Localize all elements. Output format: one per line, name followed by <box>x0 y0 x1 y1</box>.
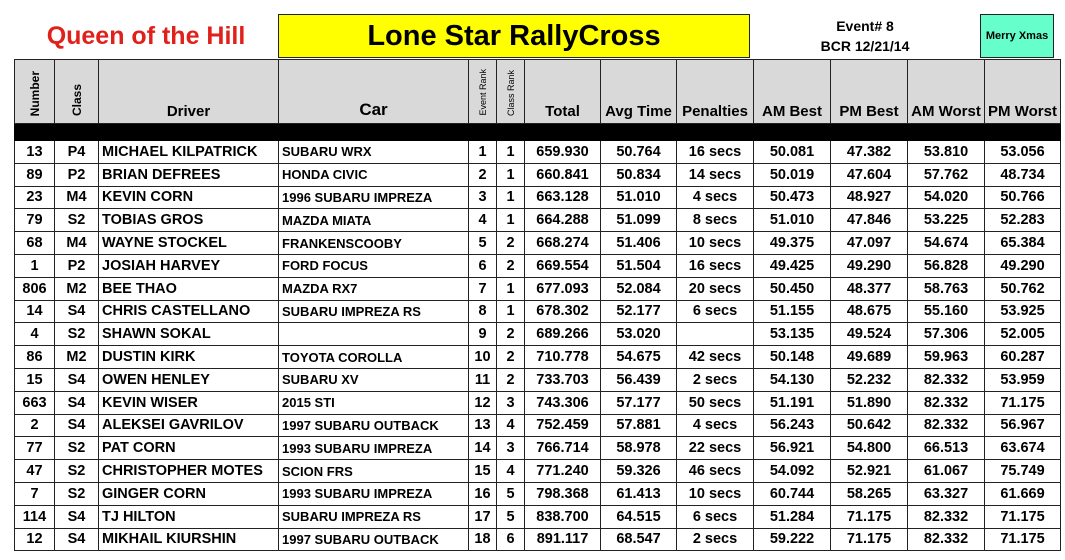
cell-pm-worst: 63.674 <box>985 437 1061 460</box>
cell-am-best: 50.019 <box>754 163 831 186</box>
table-row <box>15 391 1061 414</box>
cell-penalties: 22 secs <box>677 437 754 460</box>
cell-am-best: 54.130 <box>754 368 831 391</box>
cell-pm-best: 71.175 <box>831 528 908 551</box>
cell-event-rank: 2 <box>469 163 497 186</box>
col-event-rank: Event Rank <box>469 60 497 124</box>
cell-driver: TJ HILTON <box>99 505 279 528</box>
cell-penalties: 20 secs <box>677 277 754 300</box>
cell-event-rank: 13 <box>469 414 497 437</box>
cell-number: 47 <box>15 460 55 483</box>
header-row <box>15 60 1061 124</box>
cell-number: 806 <box>15 277 55 300</box>
cell-driver: ALEKSEI GAVRILOV <box>99 414 279 437</box>
cell-avg-time: 57.881 <box>601 414 677 437</box>
table-row <box>15 414 1061 437</box>
cell-am-worst: 58.763 <box>908 277 985 300</box>
cell-class-rank: 4 <box>497 460 525 483</box>
cell-pm-best: 52.921 <box>831 460 908 483</box>
cell-driver: DUSTIN KIRK <box>99 346 279 369</box>
cell-car: TOYOTA COROLLA <box>279 346 469 369</box>
cell-avg-time: 61.413 <box>601 482 677 505</box>
cell-total: 677.093 <box>525 277 601 300</box>
cell-pm-best: 47.097 <box>831 232 908 255</box>
cell-pm-best: 48.377 <box>831 277 908 300</box>
cell-avg-time: 51.010 <box>601 186 677 209</box>
main-title: Lone Star RallyCross <box>278 14 750 58</box>
cell-number: 663 <box>15 391 55 414</box>
cell-driver: MICHAEL KILPATRICK <box>99 141 279 164</box>
cell-class: M2 <box>55 277 99 300</box>
cell-number: 114 <box>15 505 55 528</box>
cell-am-best: 51.284 <box>754 505 831 528</box>
cell-class-rank: 2 <box>497 232 525 255</box>
cell-class-rank: 1 <box>497 163 525 186</box>
cell-driver: WAYNE STOCKEL <box>99 232 279 255</box>
cell-car: MAZDA RX7 <box>279 277 469 300</box>
cell-am-worst: 61.067 <box>908 460 985 483</box>
cell-pm-worst: 49.290 <box>985 254 1061 277</box>
cell-number: 14 <box>15 300 55 323</box>
table-row <box>15 346 1061 369</box>
col-avg-time: Avg Time <box>601 60 677 124</box>
cell-pm-worst: 52.283 <box>985 209 1061 232</box>
cell-am-worst: 55.160 <box>908 300 985 323</box>
results-table <box>14 59 1061 551</box>
cell-am-best: 54.092 <box>754 460 831 483</box>
cell-am-worst: 82.332 <box>908 391 985 414</box>
cell-driver: TOBIAS GROS <box>99 209 279 232</box>
cell-total: 752.459 <box>525 414 601 437</box>
cell-am-worst: 82.332 <box>908 368 985 391</box>
cell-driver: BEE THAO <box>99 277 279 300</box>
cell-car: SUBARU IMPREZA RS <box>279 300 469 323</box>
cell-driver: PAT CORN <box>99 437 279 460</box>
cell-am-best: 50.450 <box>754 277 831 300</box>
cell-am-best: 49.425 <box>754 254 831 277</box>
cell-total: 891.117 <box>525 528 601 551</box>
cell-am-best: 60.744 <box>754 482 831 505</box>
cell-car <box>279 323 469 346</box>
cell-number: 4 <box>15 323 55 346</box>
cell-pm-worst: 52.005 <box>985 323 1061 346</box>
cell-event-rank: 11 <box>469 368 497 391</box>
cell-driver: MIKHAIL KIURSHIN <box>99 528 279 551</box>
cell-total: 660.841 <box>525 163 601 186</box>
cell-avg-time: 50.764 <box>601 141 677 164</box>
cell-class-rank: 5 <box>497 482 525 505</box>
cell-car: 2015 STI <box>279 391 469 414</box>
cell-penalties: 50 secs <box>677 391 754 414</box>
cell-am-worst: 54.674 <box>908 232 985 255</box>
col-number: Number <box>15 60 55 124</box>
col-pm-best: PM Best <box>831 60 908 124</box>
cell-class: S2 <box>55 482 99 505</box>
cell-pm-best: 71.175 <box>831 505 908 528</box>
cell-car: SCION FRS <box>279 460 469 483</box>
cell-class: S4 <box>55 368 99 391</box>
cell-avg-time: 51.406 <box>601 232 677 255</box>
cell-class-rank: 1 <box>497 209 525 232</box>
cell-class: S2 <box>55 437 99 460</box>
cell-avg-time: 50.834 <box>601 163 677 186</box>
cell-class: S2 <box>55 209 99 232</box>
col-class: Class <box>55 60 99 124</box>
table-row <box>15 186 1061 209</box>
cell-avg-time: 57.177 <box>601 391 677 414</box>
cell-driver: KEVIN CORN <box>99 186 279 209</box>
cell-pm-best: 49.524 <box>831 323 908 346</box>
cell-car: 1997 SUBARU OUTBACK <box>279 414 469 437</box>
cell-event-rank: 16 <box>469 482 497 505</box>
cell-pm-best: 54.800 <box>831 437 908 460</box>
table-row <box>15 141 1061 164</box>
col-am-worst: AM Worst <box>908 60 985 124</box>
cell-class: M4 <box>55 232 99 255</box>
cell-number: 79 <box>15 209 55 232</box>
cell-class: S2 <box>55 460 99 483</box>
cell-car: FORD FOCUS <box>279 254 469 277</box>
cell-class: S2 <box>55 323 99 346</box>
cell-driver: CHRISTOPHER MOTES <box>99 460 279 483</box>
cell-total: 689.266 <box>525 323 601 346</box>
cell-class: P2 <box>55 163 99 186</box>
cell-penalties: 10 secs <box>677 482 754 505</box>
cell-penalties: 42 secs <box>677 346 754 369</box>
cell-car: 1997 SUBARU OUTBACK <box>279 528 469 551</box>
cell-am-worst: 82.332 <box>908 528 985 551</box>
cell-avg-time: 56.439 <box>601 368 677 391</box>
cell-driver: BRIAN DEFREES <box>99 163 279 186</box>
cell-avg-time: 53.020 <box>601 323 677 346</box>
cell-am-best: 51.155 <box>754 300 831 323</box>
table-row <box>15 437 1061 460</box>
table-row <box>15 323 1061 346</box>
cell-avg-time: 54.675 <box>601 346 677 369</box>
cell-total: 664.288 <box>525 209 601 232</box>
cell-pm-worst: 48.734 <box>985 163 1061 186</box>
cell-penalties: 16 secs <box>677 254 754 277</box>
table-row <box>15 482 1061 505</box>
cell-pm-worst: 60.287 <box>985 346 1061 369</box>
cell-pm-best: 48.927 <box>831 186 908 209</box>
table-row <box>15 277 1061 300</box>
cell-class-rank: 1 <box>497 300 525 323</box>
divider-band <box>15 124 1061 141</box>
cell-pm-worst: 53.925 <box>985 300 1061 323</box>
cell-am-best: 50.081 <box>754 141 831 164</box>
cell-number: 1 <box>15 254 55 277</box>
cell-pm-worst: 53.056 <box>985 141 1061 164</box>
cell-penalties: 46 secs <box>677 460 754 483</box>
cell-car: 1993 SUBARU IMPREZA <box>279 437 469 460</box>
cell-penalties: 4 secs <box>677 414 754 437</box>
cell-event-rank: 4 <box>469 209 497 232</box>
cell-driver: GINGER CORN <box>99 482 279 505</box>
cell-penalties: 6 secs <box>677 505 754 528</box>
cell-am-best: 51.191 <box>754 391 831 414</box>
cell-pm-worst: 61.669 <box>985 482 1061 505</box>
col-class-rank: Class Rank <box>497 60 525 124</box>
cell-class: S4 <box>55 505 99 528</box>
cell-am-worst: 57.762 <box>908 163 985 186</box>
cell-number: 7 <box>15 482 55 505</box>
cell-am-worst: 57.306 <box>908 323 985 346</box>
cell-pm-worst: 50.762 <box>985 277 1061 300</box>
cell-pm-best: 47.846 <box>831 209 908 232</box>
col-car: Car <box>279 60 469 124</box>
cell-pm-best: 49.689 <box>831 346 908 369</box>
col-penalties: Penalties <box>677 60 754 124</box>
cell-avg-time: 52.177 <box>601 300 677 323</box>
cell-avg-time: 58.978 <box>601 437 677 460</box>
cell-class-rank: 2 <box>497 254 525 277</box>
cell-am-worst: 82.332 <box>908 414 985 437</box>
cell-avg-time: 51.504 <box>601 254 677 277</box>
cell-car: 1996 SUBARU IMPREZA <box>279 186 469 209</box>
cell-am-best: 59.222 <box>754 528 831 551</box>
cell-total: 743.306 <box>525 391 601 414</box>
cell-driver: KEVIN WISER <box>99 391 279 414</box>
cell-pm-worst: 53.959 <box>985 368 1061 391</box>
event-number: Event# 8 <box>836 18 894 34</box>
cell-pm-best: 52.232 <box>831 368 908 391</box>
cell-car: 1993 SUBARU IMPREZA <box>279 482 469 505</box>
cell-total: 663.128 <box>525 186 601 209</box>
cell-car: SUBARU XV <box>279 368 469 391</box>
cell-pm-best: 50.642 <box>831 414 908 437</box>
cell-car: FRANKENSCOOBY <box>279 232 469 255</box>
cell-class-rank: 2 <box>497 368 525 391</box>
cell-total: 669.554 <box>525 254 601 277</box>
cell-penalties <box>677 323 754 346</box>
cell-total: 733.703 <box>525 368 601 391</box>
cell-class-rank: 1 <box>497 277 525 300</box>
cell-pm-worst: 71.175 <box>985 505 1061 528</box>
cell-class-rank: 6 <box>497 528 525 551</box>
cell-event-rank: 8 <box>469 300 497 323</box>
cell-penalties: 6 secs <box>677 300 754 323</box>
cell-penalties: 16 secs <box>677 141 754 164</box>
table-row <box>15 505 1061 528</box>
cell-am-best: 56.243 <box>754 414 831 437</box>
cell-pm-worst: 50.766 <box>985 186 1061 209</box>
cell-event-rank: 1 <box>469 141 497 164</box>
cell-am-best: 51.010 <box>754 209 831 232</box>
cell-class-rank: 3 <box>497 391 525 414</box>
table-row <box>15 368 1061 391</box>
cell-am-worst: 53.810 <box>908 141 985 164</box>
cell-am-best: 50.473 <box>754 186 831 209</box>
cell-total: 710.778 <box>525 346 601 369</box>
col-am-best: AM Best <box>754 60 831 124</box>
cell-pm-worst: 71.175 <box>985 391 1061 414</box>
cell-total: 678.302 <box>525 300 601 323</box>
cell-event-rank: 3 <box>469 186 497 209</box>
cell-pm-best: 48.675 <box>831 300 908 323</box>
cell-class: S4 <box>55 528 99 551</box>
cell-class: M2 <box>55 346 99 369</box>
col-pm-worst: PM Worst <box>985 60 1061 124</box>
cell-pm-worst: 71.175 <box>985 528 1061 551</box>
cell-number: 15 <box>15 368 55 391</box>
cell-car: MAZDA MIATA <box>279 209 469 232</box>
cell-event-rank: 18 <box>469 528 497 551</box>
cell-total: 771.240 <box>525 460 601 483</box>
cell-event-rank: 6 <box>469 254 497 277</box>
banner <box>14 14 1054 58</box>
cell-driver: OWEN HENLEY <box>99 368 279 391</box>
cell-am-best: 53.135 <box>754 323 831 346</box>
cell-number: 77 <box>15 437 55 460</box>
col-driver: Driver <box>99 60 279 124</box>
table-row <box>15 300 1061 323</box>
cell-number: 23 <box>15 186 55 209</box>
cell-class-rank: 4 <box>497 414 525 437</box>
cell-avg-time: 59.326 <box>601 460 677 483</box>
cell-am-worst: 66.513 <box>908 437 985 460</box>
cell-am-worst: 56.828 <box>908 254 985 277</box>
cell-avg-time: 52.084 <box>601 277 677 300</box>
cell-total: 798.368 <box>525 482 601 505</box>
cell-am-worst: 82.332 <box>908 505 985 528</box>
greeting-cell: Merry Xmas <box>980 14 1054 58</box>
col-total: Total <box>525 60 601 124</box>
cell-penalties: 14 secs <box>677 163 754 186</box>
cell-class-rank: 1 <box>497 186 525 209</box>
table-row <box>15 232 1061 255</box>
cell-event-rank: 14 <box>469 437 497 460</box>
cell-class: P2 <box>55 254 99 277</box>
cell-am-worst: 63.327 <box>908 482 985 505</box>
cell-pm-worst: 75.749 <box>985 460 1061 483</box>
cell-penalties: 2 secs <box>677 368 754 391</box>
cell-class: S4 <box>55 300 99 323</box>
cell-class: P4 <box>55 141 99 164</box>
cell-number: 86 <box>15 346 55 369</box>
cell-class-rank: 2 <box>497 323 525 346</box>
cell-avg-time: 68.547 <box>601 528 677 551</box>
cell-pm-worst: 65.384 <box>985 232 1061 255</box>
cell-total: 659.930 <box>525 141 601 164</box>
cell-driver: JOSIAH HARVEY <box>99 254 279 277</box>
cell-total: 766.714 <box>525 437 601 460</box>
cell-am-worst: 53.225 <box>908 209 985 232</box>
cell-event-rank: 9 <box>469 323 497 346</box>
cell-am-best: 49.375 <box>754 232 831 255</box>
table-row <box>15 254 1061 277</box>
divider-cell <box>15 124 1061 141</box>
cell-avg-time: 64.515 <box>601 505 677 528</box>
cell-event-rank: 5 <box>469 232 497 255</box>
cell-penalties: 10 secs <box>677 232 754 255</box>
cell-number: 89 <box>15 163 55 186</box>
cell-class: S4 <box>55 391 99 414</box>
cell-number: 12 <box>15 528 55 551</box>
left-title: Queen of the Hill <box>46 21 246 50</box>
cell-driver: CHRIS CASTELLANO <box>99 300 279 323</box>
cell-pm-best: 51.890 <box>831 391 908 414</box>
event-info <box>750 14 980 58</box>
cell-penalties: 4 secs <box>677 186 754 209</box>
cell-car: SUBARU WRX <box>279 141 469 164</box>
cell-total: 668.274 <box>525 232 601 255</box>
cell-car: SUBARU IMPREZA RS <box>279 505 469 528</box>
cell-am-best: 50.148 <box>754 346 831 369</box>
cell-pm-best: 47.382 <box>831 141 908 164</box>
cell-penalties: 8 secs <box>677 209 754 232</box>
cell-class-rank: 3 <box>497 437 525 460</box>
cell-car: HONDA CIVIC <box>279 163 469 186</box>
cell-class: M4 <box>55 186 99 209</box>
cell-number: 13 <box>15 141 55 164</box>
cell-pm-best: 58.265 <box>831 482 908 505</box>
cell-event-rank: 12 <box>469 391 497 414</box>
cell-event-rank: 7 <box>469 277 497 300</box>
table-row <box>15 528 1061 551</box>
table-row <box>15 209 1061 232</box>
cell-class-rank: 5 <box>497 505 525 528</box>
table-row <box>15 163 1061 186</box>
cell-total: 838.700 <box>525 505 601 528</box>
cell-number: 2 <box>15 414 55 437</box>
event-date: BCR 12/21/14 <box>820 38 910 54</box>
cell-am-worst: 54.020 <box>908 186 985 209</box>
cell-pm-best: 49.290 <box>831 254 908 277</box>
cell-penalties: 2 secs <box>677 528 754 551</box>
cell-class-rank: 1 <box>497 141 525 164</box>
cell-event-rank: 10 <box>469 346 497 369</box>
cell-pm-worst: 56.967 <box>985 414 1061 437</box>
cell-class-rank: 2 <box>497 346 525 369</box>
cell-number: 68 <box>15 232 55 255</box>
cell-event-rank: 17 <box>469 505 497 528</box>
cell-class: S4 <box>55 414 99 437</box>
cell-driver: SHAWN SOKAL <box>99 323 279 346</box>
cell-event-rank: 15 <box>469 460 497 483</box>
cell-am-best: 56.921 <box>754 437 831 460</box>
cell-pm-best: 47.604 <box>831 163 908 186</box>
table-row <box>15 460 1061 483</box>
cell-avg-time: 51.099 <box>601 209 677 232</box>
cell-am-worst: 59.963 <box>908 346 985 369</box>
